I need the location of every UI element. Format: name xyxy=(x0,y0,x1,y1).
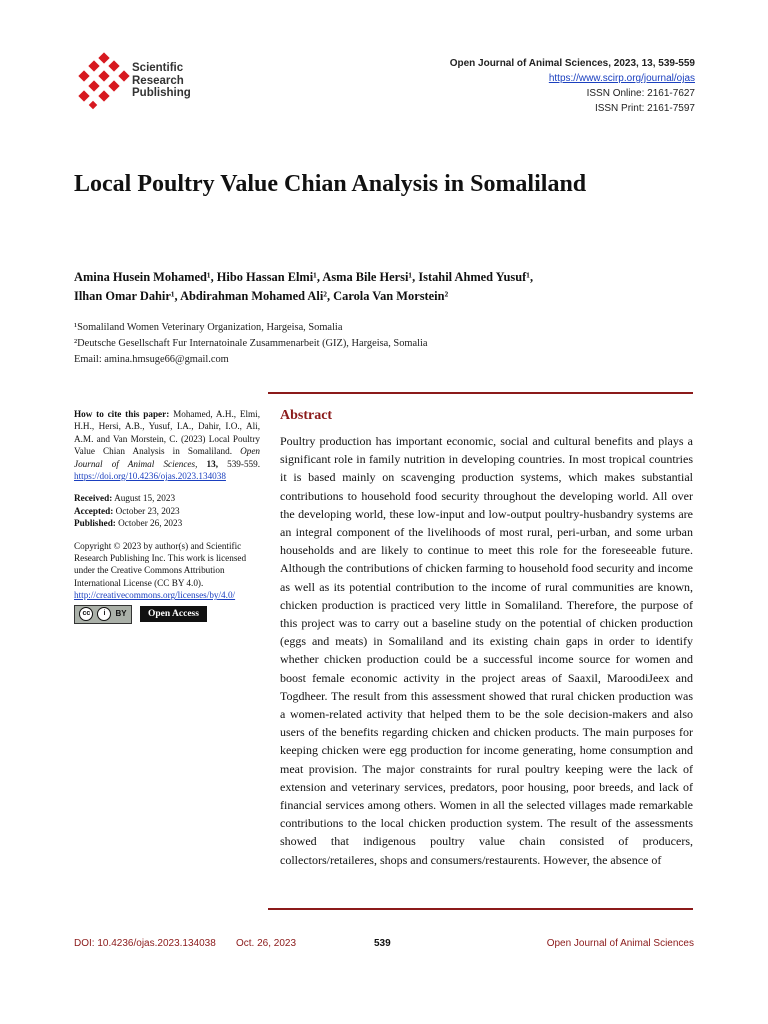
author-email: Email: amina.hmsuge66@gmail.com xyxy=(74,354,229,365)
page-footer xyxy=(74,938,694,954)
cite-journal: Open Journal of Animal Sciences, xyxy=(74,446,260,469)
author-list xyxy=(74,268,694,306)
footer-doi: DOI: 10.4236/ojas.2023.134038 xyxy=(74,938,216,949)
received-date: August 15, 2023 xyxy=(114,493,176,504)
affiliations xyxy=(74,320,694,368)
license-link[interactable]: http://creativecommons.org/licenses/by/4.0/ xyxy=(74,590,236,601)
issn-online: ISSN Online: 2161-7627 xyxy=(586,88,695,99)
journal-info xyxy=(450,56,695,116)
cite-volume: 13, xyxy=(206,458,218,469)
affiliation-1: ¹Somaliland Women Veterinary Organization, Hargeisa, Somalia xyxy=(74,322,343,333)
issn-print: ISSN Print: 2161-7597 xyxy=(594,103,695,114)
citation-block xyxy=(74,408,260,482)
article-sidebar xyxy=(74,408,260,624)
abstract-body: Poultry production has important economic, social and cultural benefits and plays a significant role in family nutrition in developing countries. In most tropical countries it is based mainly on scavenging production systems, which makes substantial contributions to household food security throughout the developing world. All over the developing world, these low-input and low-output poultry-husbandry systems are an integral component of the livelihoods of most rural, peri-urban, and some urban households and are likely to continue to meet this role for the foreseeable future. Although the contributions of chicken farming to household food security and income as well as its potential contribution to the income of rural communities are known, chicken production is practiced very little in Somaliland. Therefore, the purpose of this project was to carry out a baseline study on the potential of chicken production (eggs and meats) in Somaliland and its existing chain gaps in order to identify whether chicken production could be a successful income source for women and boost female economic activity in the project areas of Saaxil, MaroodiJeex and Togdheer. The result from this assessment showed that rural chicken production was a women-related activity that helped them to be the sole decision-makers and also users of the benefits regarding chicken and chicken products. The main purposes for keeping chicken were egg production for income generating, home consumption and meat provision. The major constraints for rural poultry keeping were the lack of extension and veterinary services, predators, poor housing, poor breeds, and lack of financial services among others. Women in all the selected villages made remarkable contributions to the local chicken production system. The result of the assessments showed that indigenous poultry value chain consisted of producers, collectors/retaileres, shops and consumers/restaurents. However, the absence of xyxy=(280,434,693,867)
by-icon: i xyxy=(97,607,111,621)
cite-text: Mohamed, A.H., Elmi, H.H., Hersi, A.B., Yusuf, I.A., Dahir, I.O., Ali, A.M. and Van Morstein, C. (2023) Local Poultry Value Chian Analysis in Somaliland. xyxy=(74,409,260,457)
journal-citation: Open Journal of Animal Sciences, 2023, 13, 539-559 xyxy=(449,58,695,69)
cite-label: How to cite this paper: xyxy=(74,409,170,419)
copyright-notice: Copyright © 2023 by author(s) and Scientific Research Publishing Inc. This work is licensed under the Creative Commons Attribution International License (CC BY 4.0). xyxy=(74,540,247,588)
footer-date: Oct. 26, 2023 xyxy=(236,938,297,949)
cite-pages: 539-559. xyxy=(227,458,261,469)
author-line-1: Amina Husein Mohamed¹, Hibo Hassan Elmi¹, Asma Bile Hersi¹, Istahil Ahmed Yusuf¹, xyxy=(74,270,534,284)
abstract-bottom-divider xyxy=(268,908,693,910)
cc-icon: cc xyxy=(79,607,93,621)
cite-doi-link[interactable]: https://doi.org/10.4236/ojas.2023.134038 xyxy=(74,471,226,482)
footer-journal: Open Journal of Animal Sciences xyxy=(546,938,694,949)
published-date: October 26, 2023 xyxy=(118,518,183,529)
author-line-2: Ilhan Omar Dahir¹, Abdirahman Mohamed Ali², Carola Van Morstein² xyxy=(74,289,449,303)
accepted-date: October 23, 2023 xyxy=(115,505,180,516)
publisher-logo xyxy=(76,52,216,112)
affiliation-2: ²Deutsche Gesellschaft Fur Internatoinale Zusammenarbeit (GIZ), Hargeisa, Somalia xyxy=(74,338,428,349)
cc-by-badge[interactable]: cc i BY xyxy=(74,605,132,624)
page-number: 539 xyxy=(374,938,391,949)
journal-url-link[interactable]: https://www.scirp.org/journal/ojas xyxy=(548,73,695,84)
abstract-top-divider xyxy=(268,392,693,394)
paper-title: Local Poultry Value Chian Analysis in Somaliland xyxy=(74,171,587,197)
scirp-logo-icon xyxy=(76,52,130,112)
open-access-badge: Open Access xyxy=(140,606,207,622)
publisher-name: Scientific Research Publishing xyxy=(132,62,191,99)
article-dates: Received: August 15, 2023 Accepted: October 23, 2023 Published: October 26, 2023 xyxy=(74,493,183,529)
abstract-heading: Abstract xyxy=(280,408,333,423)
